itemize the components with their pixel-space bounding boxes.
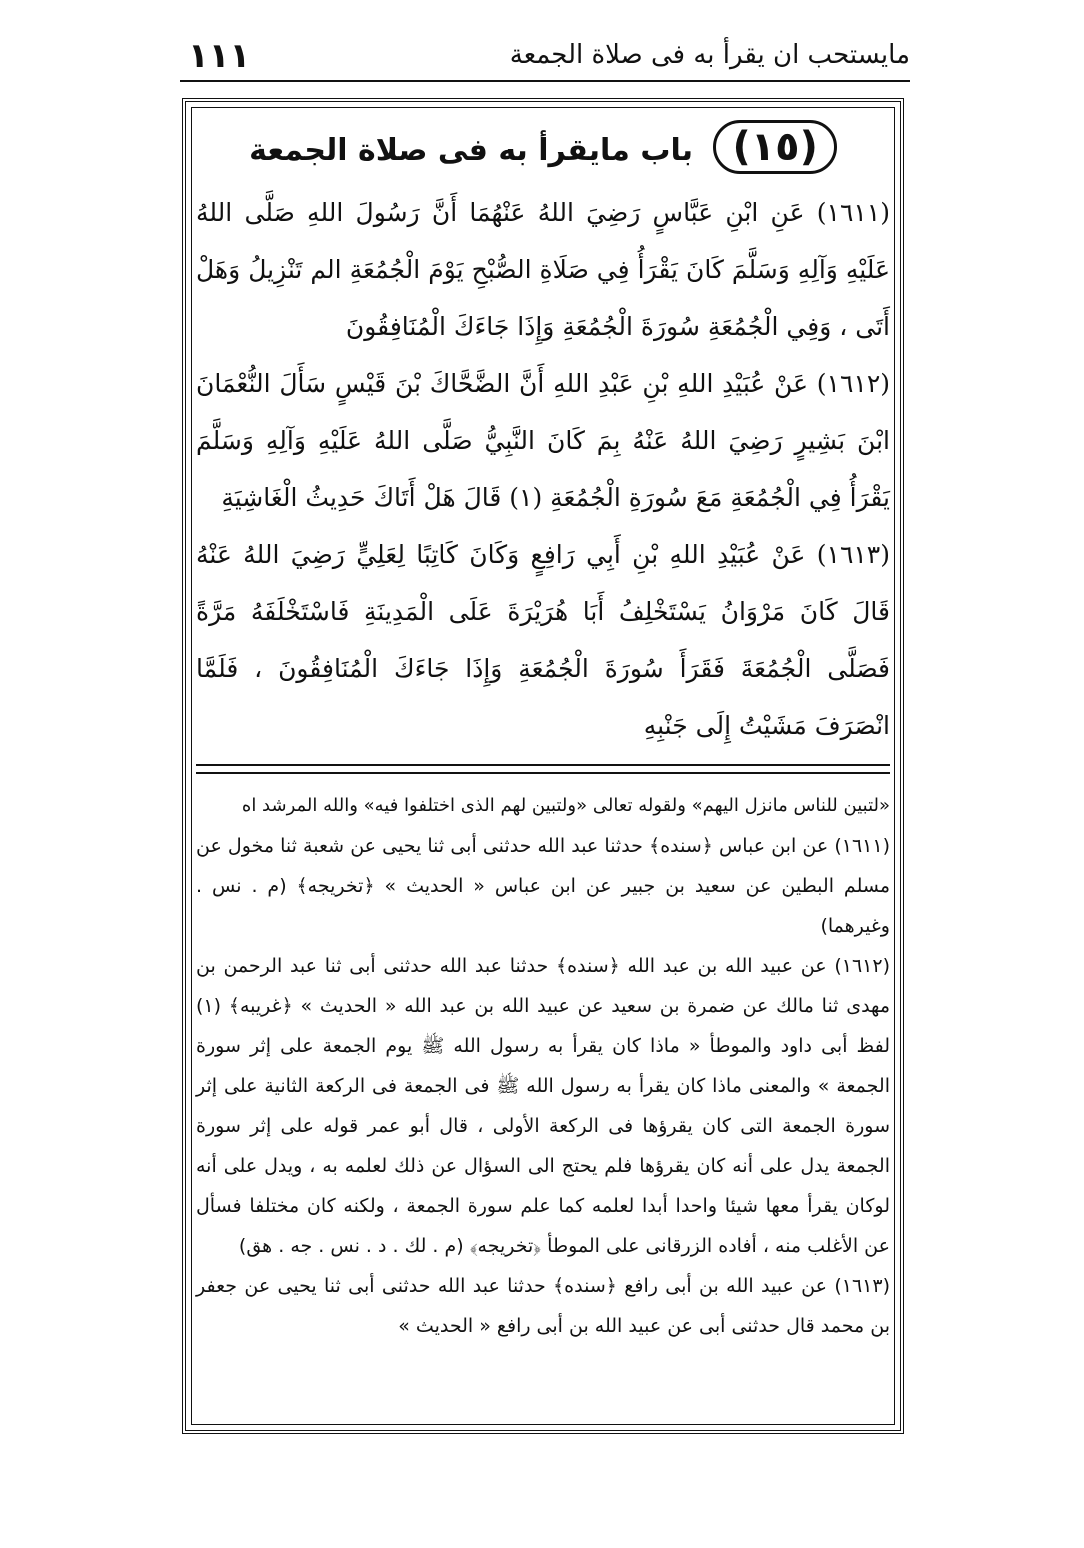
chapter-heading [196,120,890,174]
footnote-continuation: «لتبين للناس مانزل اليهم» ولقوله تعالى «ولتبين لهم الذى اختلفوا فيه» والله المرشد اه [241,795,890,816]
hadith-number: (١٦١٣) [816,540,890,569]
hadith-1611 [196,184,890,355]
footnote-divider [196,764,890,774]
footnote-text: عن عبيد الله بن عبد الله ﴿سنده﴾ حدثنا عبد الله حدثنى أبى ثنا عبد الرحمن بن مهدى ثنا مالك عن ضمرة بن سعيد عن عبيد الله بن عبد الله « الحديث » ﴿غريبه﴾ (١) لفظ أبى داود والموطأ « ماذا كان يقرأ به رسول الله ﷺ يوم الجمعة على إثر سورة الجمعة » والمعنى ماذا كان يقرأ به رسول الله ﷺ فى الجمعة فى الركعة الثانية على إثر سورة الجمعة التى كان يقرؤها فى الركعة الأولى ، قال أبو عمر قوله على إثر سورة الجمعة يدل على أنه كان يقرؤها فلم يحتج الى السؤال عن ذلك لعلمه به ، ويدل على أنه لوكان يقرأ معها شيئا واحدا أبدا لعلمه كما علم سورة الجمعة ، ولكنه كان مختلفا فسأل عن الأغلب منه ، أفاده الزرقانى على الموطأ ﴿تخريجه﴾ (م . لك . د . نس . جه . هق) [196,955,890,1257]
running-header-title: مايستحب ان يقرأ به فى صلاة الجمعة [509,40,910,70]
page-number: ١١١ [188,36,251,76]
header-rule [180,80,910,82]
hadith-text: عَنِ ابْنِ عَبَّاسٍ رَضِيَ اللهُ عَنْهُمَا أَنَّ رَسُولَ اللهِ صَلَّى اللهُ عَلَيْهِ وَآلِهِ وَسَلَّمَ كَانَ يَقْرَأُ فِي صَلَاةِ الصُّبْحِ يَوْمَ الْجُمُعَةِ الم تَنْزِيلُ وَهَلْ أَتَى ، وَفِي الْجُمُعَةِ سُورَةَ الْجُمُعَةِ وَإِذَا جَاءَكَ الْمُنَافِقُونَ [196,198,890,341]
footnote-1611 [196,826,890,946]
hadith-number: (١٦١١) [816,198,890,227]
footnote-number: (١٦١٢) [834,955,890,977]
hadith-1613 [196,526,890,754]
footnote-text: عن عبيد الله بن أبى رافع ﴿سنده﴾ حدثنا عبد الله حدثنى أبى ثنا يحيى عن جعفر بن محمد قال حدثنى أبى عن عبيد الله بن أبى رافع « الحديث » [196,1275,890,1337]
hadith-text: عَنْ عُبَيْدِ اللهِ بْنِ عَبْدِ اللهِ أَنَّ الضَّحَّاكَ بْنَ قَيْسٍ سَأَلَ النُّعْمَانَ ابْنَ بَشِيرٍ رَضِيَ اللهُ عَنْهُ بِمَ كَانَ النَّبِيُّ صَلَّى اللهُ عَلَيْهِ وَآلِهِ وَسَلَّمَ يَقْرَأُ فِي الْجُمُعَةِ مَعَ سُورَةِ الْجُمُعَةِ (١) قَالَ هَلْ أَتَاكَ حَدِيثُ الْغَاشِيَةِ [196,369,890,512]
hadith-text: عَنْ عُبَيْدِ اللهِ بْنِ أَبِي رَافِعٍ وَكَانَ كَاتِبًا لِعَلِيٍّ رَضِيَ اللهُ عَنْهُ قَالَ كَانَ مَرْوَانُ يَسْتَخْلِفُ أَبَا هُرَيْرَةَ عَلَى الْمَدِينَةِ فَاسْتَخْلَفَهُ مَرَّةً فَصَلَّى الْجُمُعَةَ فَقَرَأَ سُورَةَ الْجُمُعَةِ وَإِذَا جَاءَكَ الْمُنَافِقُونَ ، فَلَمَّا انْصَرَفَ مَشَيْتُ إِلَى جَنْبِهِ [196,540,890,740]
page-header [180,30,910,92]
page-content [196,112,890,1346]
footnote-1613 [196,1266,890,1346]
footnote-number: (١٦١٣) [834,1275,890,1297]
hadith-number: (١٦١٢) [816,369,891,398]
footnote-text: عن ابن عباس ﴿سنده﴾ حدثنا عبد الله حدثنى أبى ثنا يحيى عن شعبة ثنا مخول عن مسلم البطين عن سعيد بن جبير عن ابن عباس « الحديث » ﴿تخريجه﴾ (م . نس . وغيرهما) [196,835,890,937]
footnote-number: (١٦١١) [834,835,890,857]
hadith-1612 [196,355,890,526]
chapter-title: باب مايقرأ به فى صلاة الجمعة [249,133,694,168]
chapter-number: (١٥) [713,120,836,174]
footnote-1612 [196,946,890,1266]
